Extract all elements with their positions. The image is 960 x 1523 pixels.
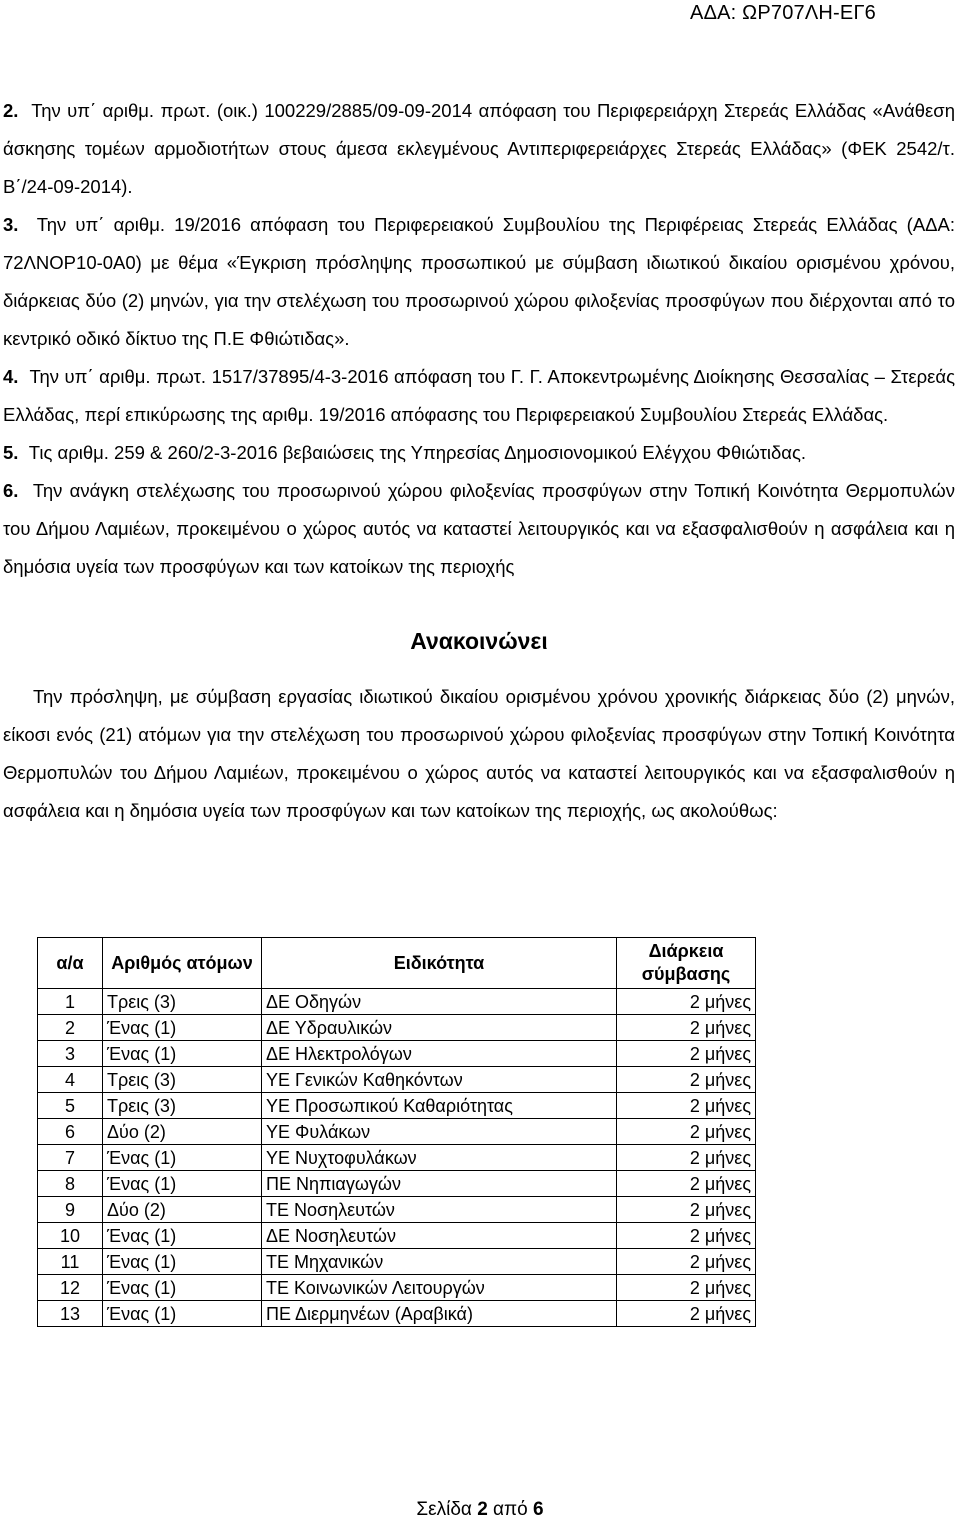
cell-duration: 2 μήνες	[617, 1067, 756, 1093]
cell-specialty: ΥΕ Νυχτοφυλάκων	[262, 1145, 617, 1171]
cell-aa: 8	[38, 1171, 103, 1197]
col-header-duration: Διάρκεια σύμβασης	[617, 938, 756, 989]
cell-count: Ένας (1)	[103, 1301, 262, 1327]
cell-aa: 13	[38, 1301, 103, 1327]
section-heading: Ανακοινώνει	[410, 628, 548, 654]
cell-aa: 7	[38, 1145, 103, 1171]
table-header-row	[38, 938, 756, 989]
cell-specialty: ΥΕ Φυλάκων	[262, 1119, 617, 1145]
cell-count: Τρεις (3)	[103, 1093, 262, 1119]
ada-code: ΑΔΑ: ΩΡ707ΛΗ-ΕΓ6	[690, 2, 876, 24]
table-row	[38, 1171, 756, 1197]
cell-specialty: ΤΕ Κοινωνικών Λειτουργών	[262, 1275, 617, 1301]
consideration-item	[3, 206, 955, 358]
cell-count: Ένας (1)	[103, 1015, 262, 1041]
cell-count: Ένας (1)	[103, 1249, 262, 1275]
item-text: Την υπ΄ αριθμ. πρωτ. (οικ.) 100229/2885/09-09-2014 απόφαση του Περιφερειάρχη Στερεάς Ελλάδας «Ανάθεση άσκησης τομέων αρμοδιοτήτων στους άμεσα εκλεγμένους Αντιπεριφερειάρχες Στερεάς Ελλάδας» (ΦΕΚ 2542/τ. Β΄/24-09-2014).	[3, 100, 955, 197]
page-separator: από	[493, 1499, 528, 1520]
cell-count: Ένας (1)	[103, 1145, 262, 1171]
cell-count: Ένας (1)	[103, 1275, 262, 1301]
cell-aa: 3	[38, 1041, 103, 1067]
col-header-count: Αριθμός ατόμων	[103, 938, 262, 989]
page-total: 6	[533, 1499, 544, 1520]
cell-specialty: ΤΕ Μηχανικών	[262, 1249, 617, 1275]
col-header-specialty: Ειδικότητα	[262, 938, 617, 989]
cell-specialty: ΠΕ Νηπιαγωγών	[262, 1171, 617, 1197]
table-row	[38, 1067, 756, 1093]
cell-specialty: ΔΕ Ηλεκτρολόγων	[262, 1041, 617, 1067]
cell-aa: 11	[38, 1249, 103, 1275]
cell-specialty: ΤΕ Νοσηλευτών	[262, 1197, 617, 1223]
cell-count: Δύο (2)	[103, 1197, 262, 1223]
cell-aa: 4	[38, 1067, 103, 1093]
cell-duration: 2 μήνες	[617, 1015, 756, 1041]
cell-count: Δύο (2)	[103, 1119, 262, 1145]
cell-aa: 5	[38, 1093, 103, 1119]
table-row	[38, 1223, 756, 1249]
cell-count: Τρεις (3)	[103, 989, 262, 1015]
table-row	[38, 1119, 756, 1145]
item-text: Τις αριθμ. 259 & 260/2-3-2016 βεβαιώσεις της Υπηρεσίας Δημοσιονομικού Ελέγχου Φθιώτιδας.	[28, 442, 807, 463]
page-current: 2	[477, 1499, 488, 1520]
cell-count: Τρεις (3)	[103, 1067, 262, 1093]
item-number: 4.	[3, 366, 19, 387]
cell-duration: 2 μήνες	[617, 1197, 756, 1223]
cell-duration: 2 μήνες	[617, 1145, 756, 1171]
cell-duration: 2 μήνες	[617, 1275, 756, 1301]
cell-specialty: ΔΕ Νοσηλευτών	[262, 1223, 617, 1249]
table-row	[38, 1015, 756, 1041]
cell-specialty: ΠΕ Διερμηνέων (Αραβικά)	[262, 1301, 617, 1327]
cell-specialty: ΔΕ Υδραυλικών	[262, 1015, 617, 1041]
table-row	[38, 1249, 756, 1275]
page-label: Σελίδα	[416, 1499, 472, 1520]
table-row	[38, 1275, 756, 1301]
table-row	[38, 1301, 756, 1327]
table-row	[38, 1041, 756, 1067]
col-header-aa: α/α	[38, 938, 103, 989]
cell-specialty: ΥΕ Προσωπικού Καθαριότητας	[262, 1093, 617, 1119]
consideration-item	[3, 92, 955, 206]
cell-duration: 2 μήνες	[617, 989, 756, 1015]
cell-duration: 2 μήνες	[617, 1119, 756, 1145]
cell-aa: 10	[38, 1223, 103, 1249]
item-number: 5.	[3, 442, 19, 463]
cell-count: Ένας (1)	[103, 1171, 262, 1197]
cell-duration: 2 μήνες	[617, 1249, 756, 1275]
cell-count: Ένας (1)	[103, 1041, 262, 1067]
cell-aa: 9	[38, 1197, 103, 1223]
cell-aa: 12	[38, 1275, 103, 1301]
cell-duration: 2 μήνες	[617, 1171, 756, 1197]
consideration-item	[3, 434, 955, 472]
cell-duration: 2 μήνες	[617, 1223, 756, 1249]
cell-count: Ένας (1)	[103, 1223, 262, 1249]
table-row	[38, 1197, 756, 1223]
cell-aa: 6	[38, 1119, 103, 1145]
document-body	[3, 92, 955, 830]
item-text: Την υπ΄ αριθμ. 19/2016 απόφαση του Περιφερειακού Συμβουλίου της Περιφέρειας Στερεάς Ελλάδας (ΑΔΑ: 72ΛΝΟΡ10-0Α0) με θέμα «Έγκριση πρόσληψης προσωπικού με σύμβαση ιδιωτικού δικαίου ορισμένου χρόνου, διάρκειας δύο (2) μηνών, για την στελέχωση του προσωρινού χώρου φιλοξενίας προσφύγων που διέρχονται από το κεντρικό οδικό δίκτυο της Π.Ε Φθιώτιδας».	[3, 214, 955, 349]
table-row	[38, 1093, 756, 1119]
cell-specialty: ΥΕ Γενικών Καθηκόντων	[262, 1067, 617, 1093]
cell-aa: 1	[38, 989, 103, 1015]
item-number: 2.	[3, 100, 19, 121]
cell-duration: 2 μήνες	[617, 1093, 756, 1119]
table-row	[38, 989, 756, 1015]
cell-duration: 2 μήνες	[617, 1041, 756, 1067]
consideration-item	[3, 358, 955, 434]
item-text: Την ανάγκη στελέχωσης του προσωρινού χώρου φιλοξενίας προσφύγων στην Τοπική Κοινότητα Θερμοπυλών του Δήμου Λαμιέων, προκειμένου ο χώρος αυτός να καταστεί λειτουργικός και να εξασφαλισθούν η ασφάλεια και η δημόσια υγεία των προσφύγων και των κατοίκων της περιοχής	[3, 480, 955, 577]
announcement-paragraph: Την πρόσληψη, με σύμβαση εργασίας ιδιωτικού δικαίου ορισμένου χρόνου χρονικής διάρκειας δύο (2) μηνών, είκοσι ενός (21) ατόμων για την στελέχωση του προσωρινού χώρου φιλοξενίας προσφύγων στην Τοπική Κοινότητα Θερμοπυλών του Δήμου Λαμιέων, προκειμένου ο χώρος αυτός να καταστεί λειτουργικός και να εξασφαλισθούν η ασφάλεια και η δημόσια υγεία των προσφύγων και των κατοίκων της περιοχής, ως ακολούθως:	[3, 686, 955, 821]
table-row	[38, 1145, 756, 1171]
positions-table	[37, 937, 756, 1327]
consideration-item	[3, 472, 955, 586]
page-footer	[0, 1499, 960, 1521]
cell-duration: 2 μήνες	[617, 1301, 756, 1327]
item-number: 3.	[3, 214, 19, 235]
item-text: Την υπ΄ αριθμ. πρωτ. 1517/37895/4-3-2016 απόφαση του Γ. Γ. Αποκεντρωμένης Διοίκησης Θεσσαλίας – Στερεάς Ελλάδας, περί επικύρωσης της αριθμ. 19/2016 απόφασης του Περιφερειακού Συμβουλίου Στερεάς Ελλάδας.	[3, 366, 955, 425]
cell-aa: 2	[38, 1015, 103, 1041]
cell-specialty: ΔΕ Οδηγών	[262, 989, 617, 1015]
item-number: 6.	[3, 480, 19, 501]
